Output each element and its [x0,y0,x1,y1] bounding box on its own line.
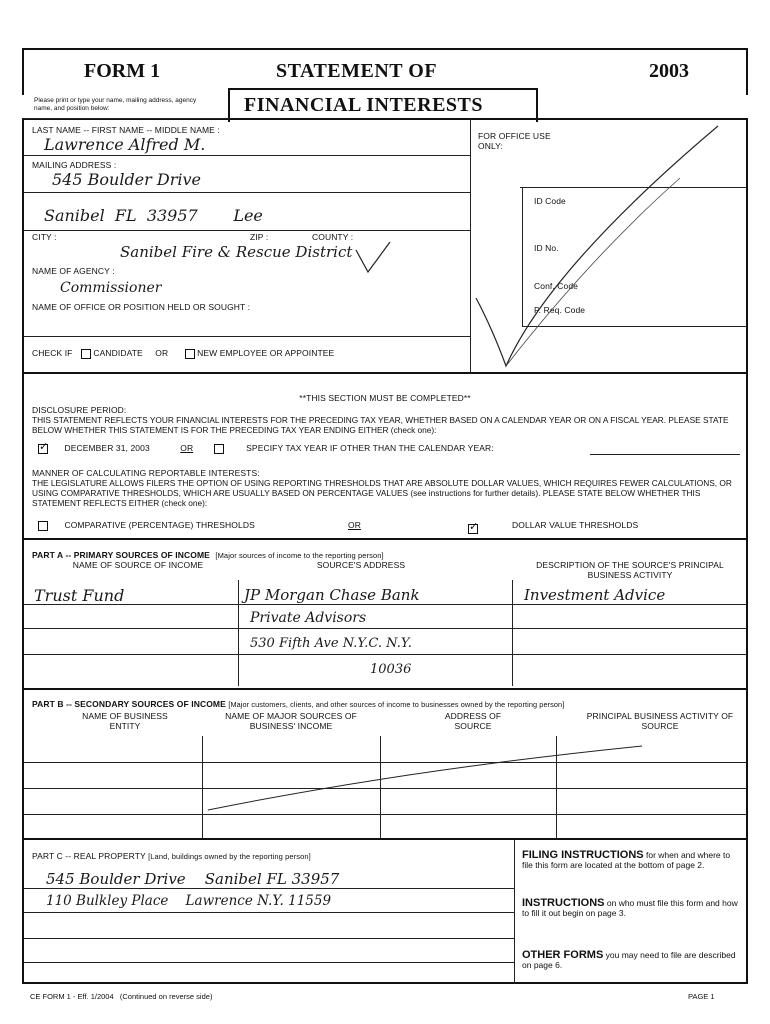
part-b-col1: NAME OF BUSINESS ENTITY [82,711,168,731]
name-label: LAST NAME -- FIRST NAME -- MIDDLE NAME : [32,125,220,135]
statement-title-line1: STATEMENT OF [276,60,438,82]
dollar-label: DOLLAR VALUE THRESHOLDS [512,520,639,530]
print-note: Please print or type your name, mailing address, agency name, and position below: [34,97,197,112]
conf-code-label: Conf. Code [534,281,578,291]
period-label: DISCLOSURE PERIOD: [32,405,127,415]
candidate-label: CANDIDATE [93,348,143,358]
or-label: OR [155,348,169,358]
candidate-checkbox[interactable] [81,349,91,359]
form-instructions-head: INSTRUCTIONS [522,897,605,909]
part-b-col2: NAME OF MAJOR SOURCES OF BUSINESS' INCOME [225,711,357,731]
checkmark-icon [470,118,748,374]
city-label: CITY : [32,232,57,242]
period-text: THIS STATEMENT REFLECTS YOUR FINANCIAL INTERESTS FOR THE PRECEDING TAX YEAR, WHETHER BASED ON A CALENDAR YEAR OR ON A FISCAL YEAR. PLEASE STATE BELOW WHETHER THIS STATEMENT IS FOR THE PRECEDING TAX YEAR ENDING EITHER (check one): [32,415,729,435]
other-forms [522,950,742,970]
county-label: COUNTY : [312,232,354,242]
office-use-label: FOR OFFICE USE ONLY: [478,131,551,151]
check-if-label: CHECK IF [32,348,73,358]
manner-label: MANNER OF CALCULATING REPORTABLE INTERESTS: [32,468,260,478]
agency-value[interactable]: Sanibel Fire & Rescue District [120,243,353,261]
filing-instructions-head: FILING INSTRUCTIONS [522,849,644,861]
city-line-value[interactable]: Sanibel FL 33957 Lee [44,206,263,225]
part-a-row2-address[interactable]: Private Advisors [250,610,367,626]
name-value[interactable]: Lawrence Alfred M. [44,135,206,154]
part-a-col2: SOURCE'S ADDRESS [316,560,406,570]
part-b-title-row [32,699,744,709]
part-a-title: PART A -- PRIMARY SOURCES OF INCOME [32,550,210,560]
manner-text: THE LEGISLATURE ALLOWS FILERS THE OPTION OF USING REPORTING THRESHOLDS THAT ARE ABSOLUTE DOLLAR VALUES, WHICH REQUIRES FEWER CALCULATIONS, OR USING COMPARATIVE THRESHOLDS, WHICH ARE USUALLY BASED ON PERCENTAGE VALUES (see instructions for further details). PLEASE STATE BELOW WHETHER THIS STATEMENT REFLECTS EITHER (check one): [32,478,732,508]
part-a-subtitle: [Major sources of income to the reporting person] [215,551,384,560]
part-b-strike-line [206,740,646,812]
dollar-checkbox[interactable] [468,524,478,534]
id-no-label: ID No. [534,243,559,253]
part-c-title: PART C -- REAL PROPERTY [32,851,146,861]
part-a-row1-activity[interactable]: Investment Advice [524,586,666,604]
part-a-row3-address[interactable]: 530 Fifth Ave N.Y.C. N.Y. [250,636,412,651]
form-year: 2003 [649,60,689,82]
part-a-col3: DESCRIPTION OF THE SOURCE'S PRINCIPAL BUSINESS ACTIVITY [536,560,724,580]
period-options-row [38,443,738,454]
new-employee-label: NEW EMPLOYEE OR APPOINTEE [197,348,335,358]
form-title: FORM 1 [84,60,161,82]
new-employee-checkbox[interactable] [185,349,195,359]
footer-page: PAGE 1 [688,992,715,1001]
part-c-subtitle: [Land, buildings owned by the reporting person] [148,852,311,861]
threshold-or-label: OR [348,520,361,530]
zip-label: ZIP : [250,232,269,242]
statement-title-line2: FINANCIAL INTERESTS [244,94,484,116]
part-b-col3: ADDRESS OF SOURCE [444,711,502,731]
specify-label: SPECIFY TAX YEAR IF OTHER THAN THE CALENDAR YEAR: [246,443,494,453]
part-b-col4: PRINCIPAL BUSINESS ACTIVITY OF SOURCE [586,711,734,731]
part-c-title-row [32,851,311,861]
part-b-subtitle: [Major customers, clients, and other sources of income to businesses owned by the reporting person] [228,700,565,709]
position-label: NAME OF OFFICE OR POSITION HELD OR SOUGHT : [32,302,251,312]
header-left-line [22,118,230,119]
p-req-code-label: P. Req. Code [534,305,586,315]
footer-left: CE FORM 1 - Eff. 1/2004 (Continued on reverse side) [30,992,213,1001]
specify-year-field[interactable] [590,454,740,455]
part-a-col1: NAME OF SOURCE OF INCOME [72,560,204,570]
filing-instructions [522,850,742,870]
must-complete-note: **THIS SECTION MUST BE COMPLETED** [299,393,471,403]
other-forms-text: you may need to file are described on page 6. [522,950,736,970]
position-value[interactable]: Commissioner [60,280,162,296]
agency-label: NAME OF AGENCY : [32,266,115,276]
part-a-row1-name[interactable]: Trust Fund [34,586,125,605]
signature-check-icon [354,240,394,280]
part-c-row2[interactable]: 110 Bulkley Place Lawrence N.Y. 11559 [46,893,332,909]
check-if-row [32,348,334,359]
comparative-label: COMPARATIVE (PERCENTAGE) THRESHOLDS [64,520,255,530]
id-code-label: ID Code [534,196,566,206]
part-a-row4-address[interactable]: 10036 [370,662,412,677]
specify-checkbox[interactable] [214,444,224,454]
form-instructions [522,898,742,918]
part-a-title-row [32,550,384,560]
december-label: DECEMBER 31, 2003 [64,443,150,453]
period-or-label: OR [180,443,194,453]
mailing-value[interactable]: 545 Boulder Drive [52,170,201,189]
december-checkbox[interactable] [38,444,48,454]
comparative-checkbox[interactable] [38,521,48,531]
form-instructions-text: on who must file this form and how to fill it out begin on page 3. [522,898,738,918]
part-c-row1[interactable]: 545 Boulder Drive Sanibel FL 33957 [46,870,340,888]
part-b-title: PART B -- SECONDARY SOURCES OF INCOME [32,699,226,709]
part-a-row1-address[interactable]: JP Morgan Chase Bank [244,586,420,604]
other-forms-head: OTHER FORMS [522,949,604,961]
filing-instructions-text: for when and where to file this form are located at the bottom of page 2. [522,850,731,870]
mailing-label: MAILING ADDRESS : [32,160,117,170]
